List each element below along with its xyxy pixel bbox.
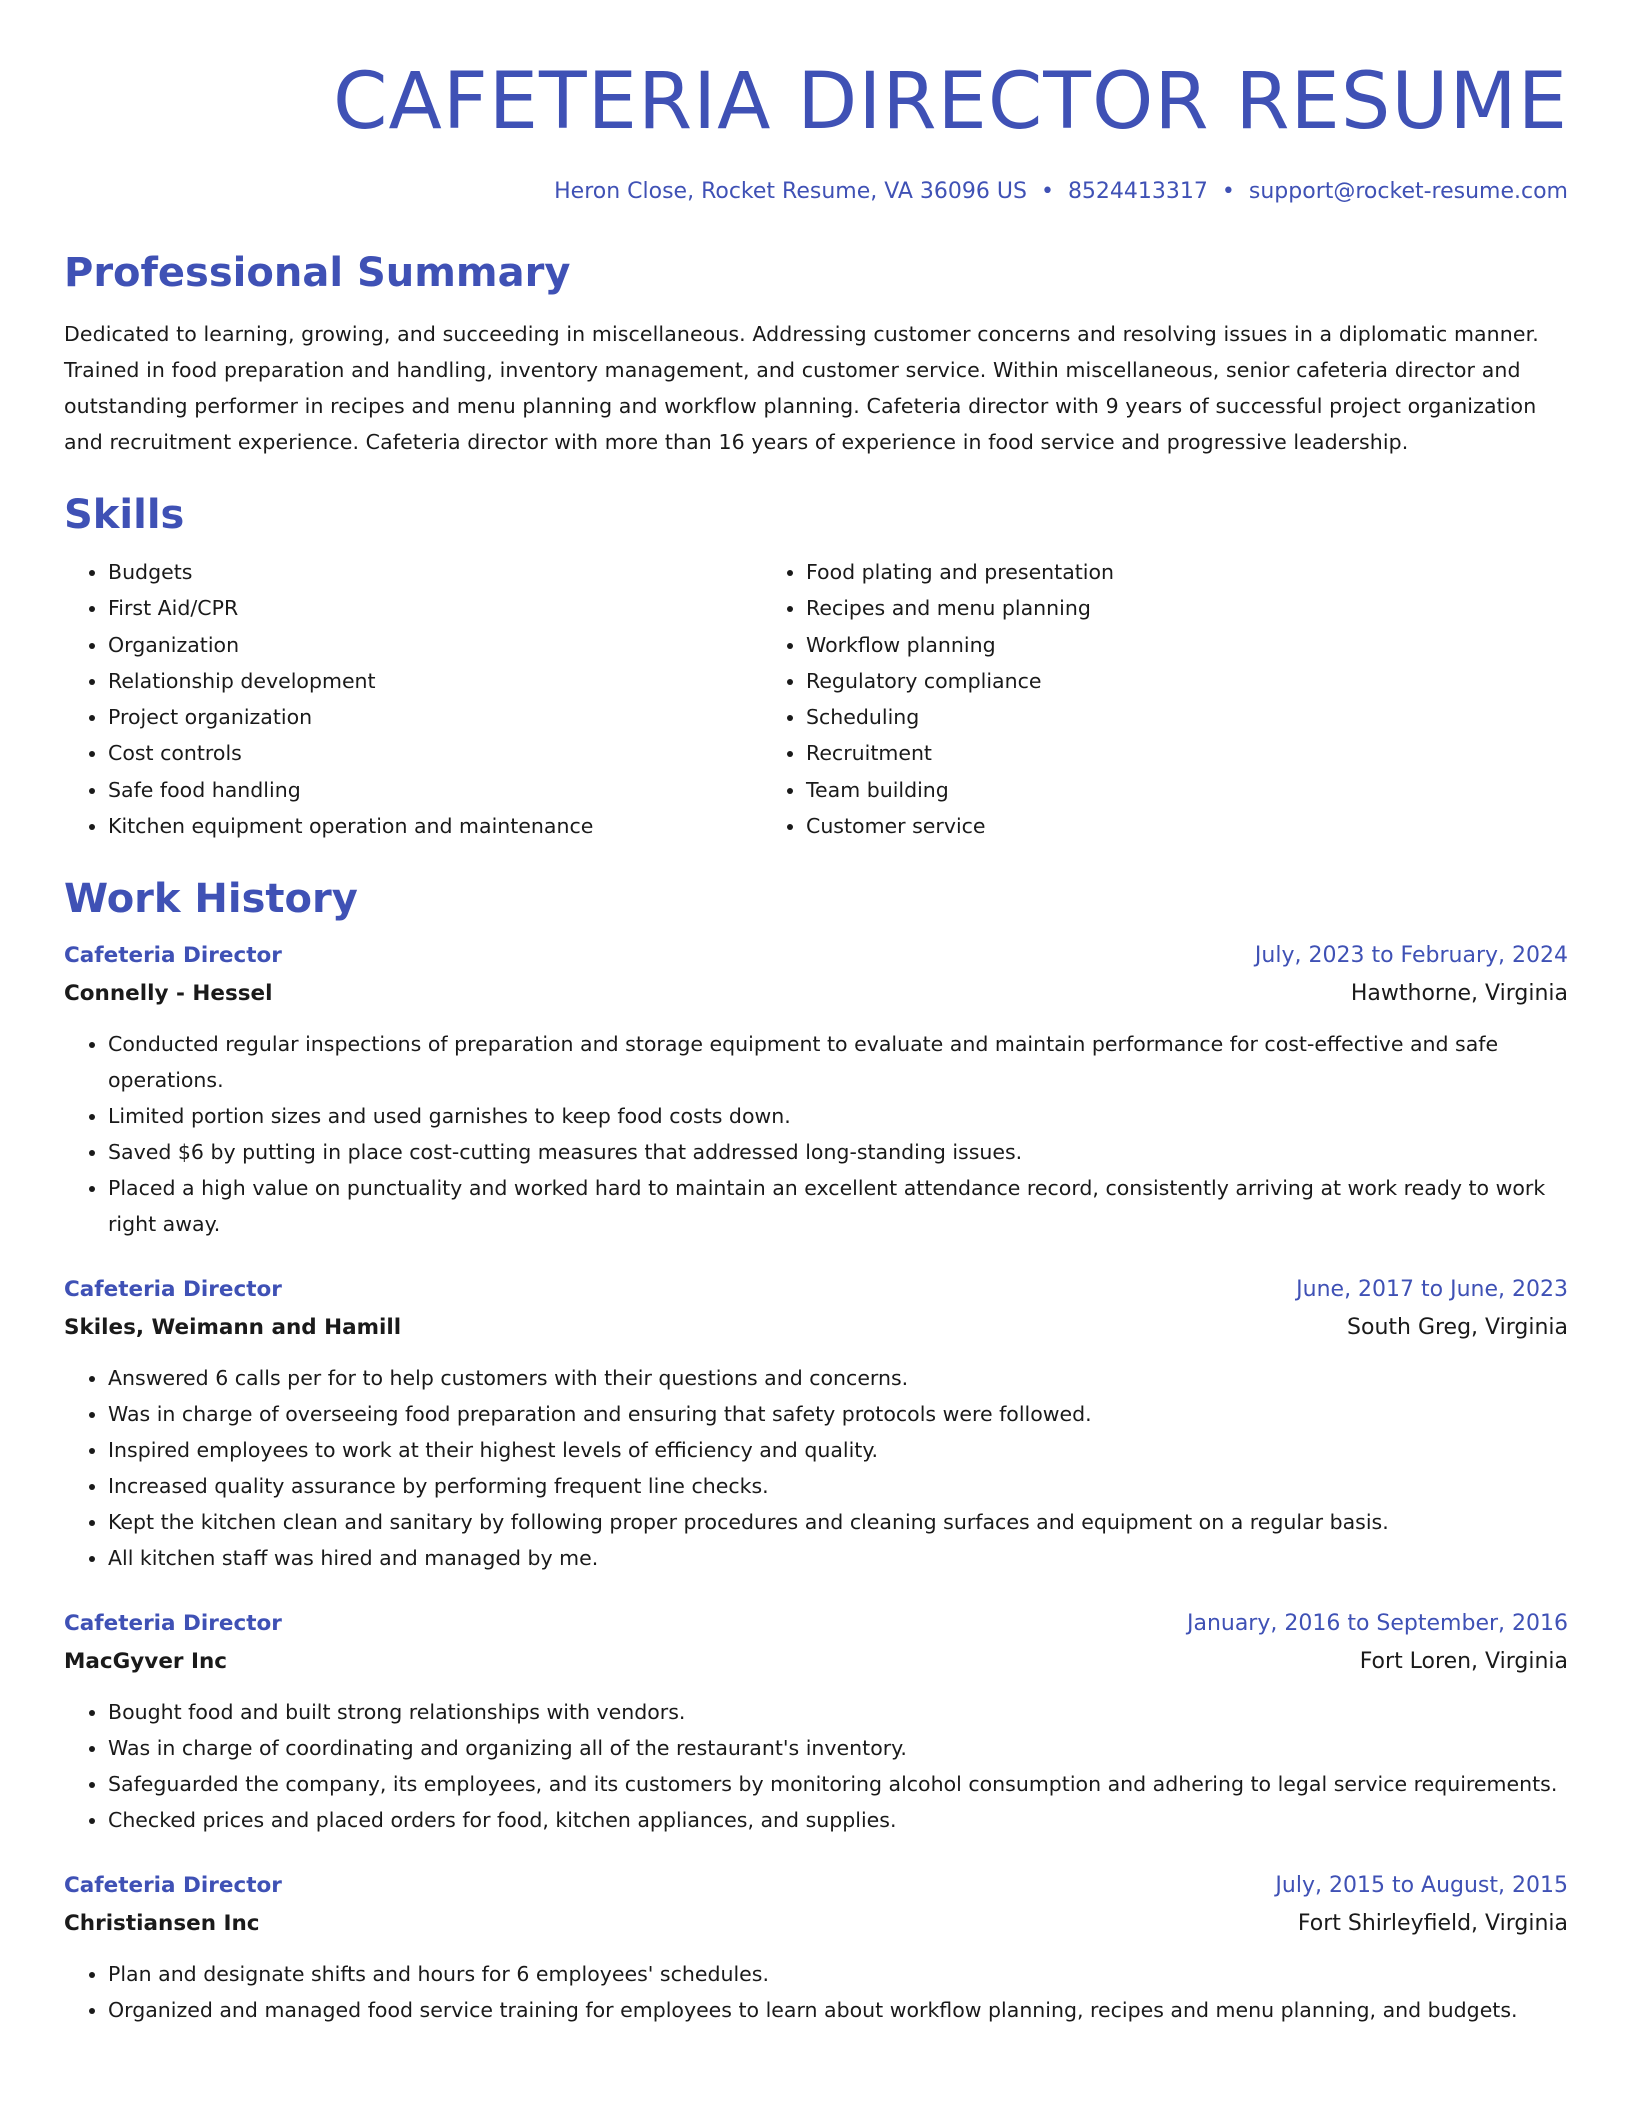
job-company-row [64,1308,1568,1348]
resume-title: CAFETERIA DIRECTOR RESUME [333,57,1568,147]
job-header-row [64,1868,1568,1904]
job-company: Connelly - Hessel [64,981,273,1007]
job-bullet: • Limited portion sizes and used garnishes to keep food costs down. [108,1098,1568,1134]
job-entry [64,1606,1568,1838]
job-bullet: • Checked prices and placed orders for food, kitchen appliances, and supplies. [108,1802,1568,1838]
job-bullets [64,1360,1568,1576]
job-bullet: • Bought food and built strong relationships with vendors. [108,1694,1568,1730]
skill-item: • Project organization [108,699,762,735]
job-bullet: • Was in charge of overseeing food preparation and ensuring that safety protocols were followed. [108,1396,1568,1432]
job-bullet: • Safeguarded the company, its employees, and its customers by monitoring alcohol consumption and adhering to legal service requirements. [108,1766,1568,1802]
skill-item: • Team building [806,772,1114,808]
skill-item: • Customer service [806,808,1114,844]
skill-item: • Relationship development [108,663,762,699]
job-bullet: • Organized and managed food service training for employees to learn about workflow planning, recipes and menu planning, and budgets. [108,1992,1568,2028]
job-company: Skiles, Weimann and Hamill [64,1315,402,1341]
skills-grid [64,554,1568,844]
job-bullet: • Increased quality assurance by performing frequent line checks. [108,1468,1568,1504]
job-dates: July, 2015 to August, 2015 [1275,1873,1568,1899]
skill-item: • Recruitment [806,735,1114,771]
job-dates: June, 2017 to June, 2023 [1296,1277,1568,1303]
job-entry [64,1272,1568,1576]
contact-phone: 8524413317 [1067,179,1208,204]
job-bullet: • Was in charge of coordinating and organizing all of the restaurant's inventory. [108,1730,1568,1766]
skill-item: • Food plating and presentation [806,554,1114,590]
job-title: Cafeteria Director [64,943,282,969]
job-location: Fort Loren, Virginia [1359,1649,1568,1675]
job-header-row [64,1606,1568,1642]
skill-item: • First Aid/CPR [108,590,762,626]
skill-item: • Regulatory compliance [806,663,1114,699]
work-history-heading: Work History [64,876,358,923]
skill-item: • Budgets [108,554,762,590]
job-location: South Greg, Virginia [1347,1315,1568,1341]
skill-item: • Organization [108,627,762,663]
contact-line [64,176,1568,208]
job-entry [64,1868,1568,2028]
skill-item: • Scheduling [806,699,1114,735]
contact-separator: • [1221,179,1235,204]
job-title: Cafeteria Director [64,1277,282,1303]
job-bullet: • Plan and designate shifts and hours for 6 employees' schedules. [108,1956,1568,1992]
job-bullet: • Inspired employees to work at their highest levels of efficiency and quality. [108,1432,1568,1468]
contact-email: support@rocket-resume.com [1248,179,1568,204]
job-company-row [64,1904,1568,1944]
contact-address: Heron Close, Rocket Resume, VA 36096 US [554,179,1027,204]
job-company: Christiansen Inc [64,1911,260,1937]
job-location: Hawthorne, Virginia [1350,981,1568,1007]
job-dates: January, 2016 to September, 2016 [1186,1611,1568,1637]
skill-item: • Safe food handling [108,772,762,808]
job-bullet: • Saved $6 by putting in place cost-cutting measures that addressed long-standing issues. [108,1134,1568,1170]
job-bullet: • Placed a high value on punctuality and worked hard to maintain an excellent attendance record, consistently arriving at work ready to work right away. [108,1170,1568,1242]
job-title: Cafeteria Director [64,1611,282,1637]
job-header-row [64,1272,1568,1308]
job-bullet: • Kept the kitchen clean and sanitary by following proper procedures and cleaning surfaces and equipment on a regular basis. [108,1504,1568,1540]
skills-column-left [64,554,762,844]
job-title: Cafeteria Director [64,1873,282,1899]
job-bullet: • Answered 6 calls per for to help customers with their questions and concerns. [108,1360,1568,1396]
skill-item: • Cost controls [108,735,762,771]
skill-item: • Recipes and menu planning [806,590,1114,626]
skill-item: • Kitchen equipment operation and maintenance [108,808,762,844]
job-bullet: • All kitchen staff was hired and managed by me. [108,1540,1568,1576]
job-header-row [64,938,1568,974]
job-bullets [64,1956,1568,2028]
job-company-row [64,1642,1568,1682]
summary-heading: Professional Summary [64,250,571,296]
job-location: Fort Shirleyfield, Virginia [1297,1911,1568,1937]
job-company: MacGyver Inc [64,1649,228,1675]
contact-separator: • [1040,179,1054,204]
skill-item: • Workflow planning [806,627,1114,663]
skills-column-right [762,554,1114,844]
job-company-row [64,974,1568,1014]
job-bullet: • Conducted regular inspections of preparation and storage equipment to evaluate and maintain performance for cost-effective and safe operations. [108,1026,1568,1098]
job-dates: July, 2023 to February, 2024 [1254,943,1568,969]
summary-text: Dedicated to learning, growing, and succeeding in miscellaneous. Addressing customer concerns and resolving issues in a diplomatic manner. Trained in food preparation and handling, inventory management, and customer service. Within miscellaneous, senior cafeteria director and outstanding performer in recipes and menu planning and workflow planning. Cafeteria director with 9 years of successful project organization and recruitment experience. Cafeteria director with more than 16 years of experience in food service and progressive leadership. [64,322,1539,454]
skills-heading: Skills [64,492,185,538]
job-bullets [64,1694,1568,1838]
job-entry [64,938,1568,1242]
job-bullets [64,1026,1568,1242]
